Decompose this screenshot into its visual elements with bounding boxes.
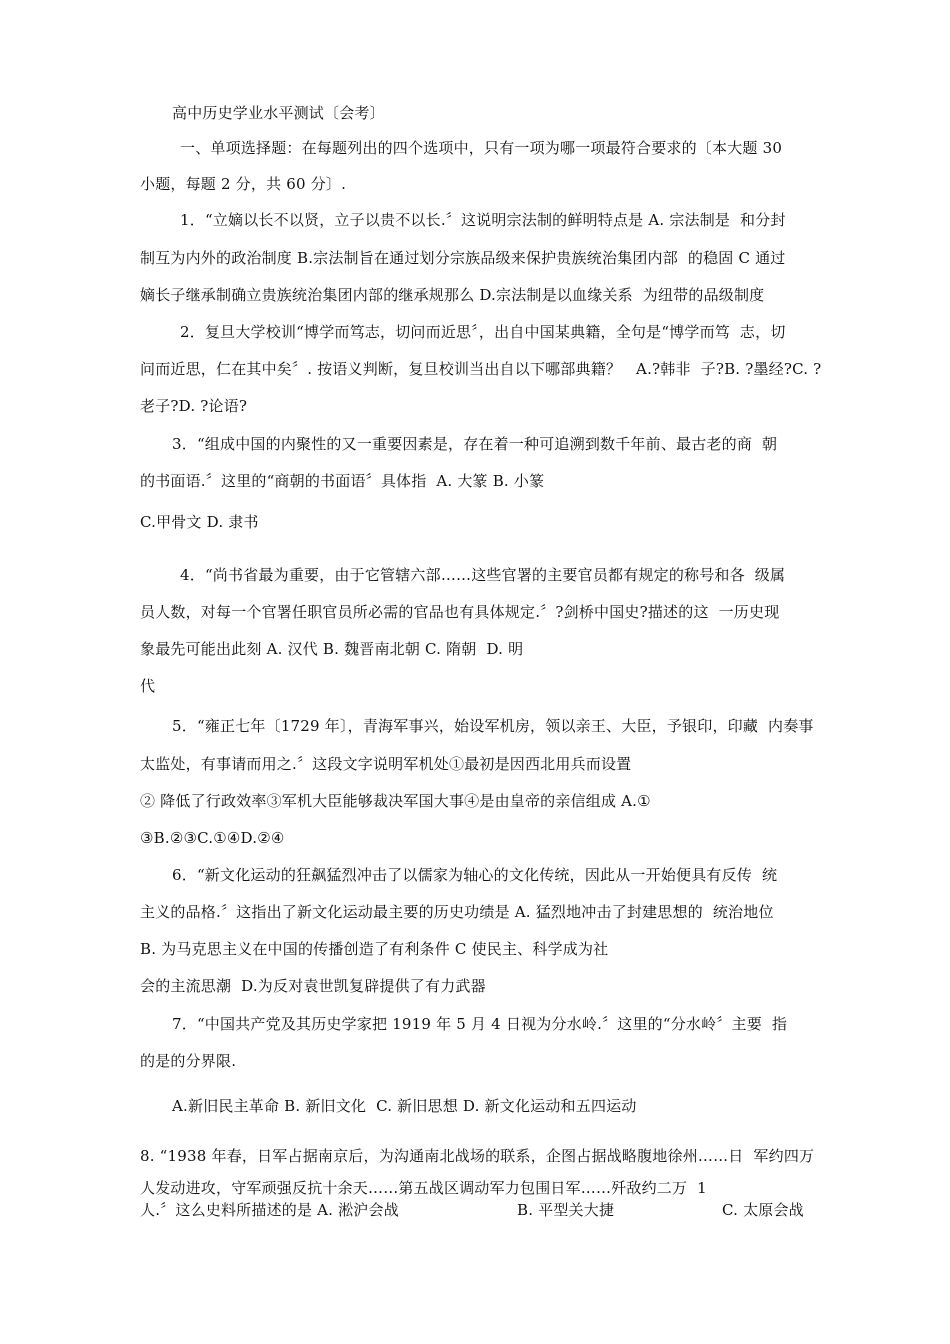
text-line: C.甲骨文 D. 隶书 [140, 513, 259, 531]
text-line: 代 [140, 677, 156, 695]
option-b: B. 平型关大捷 [517, 1201, 615, 1219]
text-line: 人发动进攻，守军顽强反抗十余天……第五战区调动军力包围日军……歼敌约二万 1 [140, 1179, 707, 1197]
text-line: 主义的品格.〞这指出了新文化运动最主要的历史功绩是 A. 猛烈地冲击了封建思想的 统治地位 [140, 903, 774, 921]
question-2: 2．复旦大学校训“博学而笃志，切问而近思〞，出自中国某典籍，全句是“博学而笃 志，切 [180, 323, 786, 341]
question-3: 3．“组成中国的内聚性的又一重要因素是，存在着一种可追溯到数千年前、最古老的商 朝 [172, 435, 778, 453]
text-line: 的书面语.〞这里的“商朝的书面语〞具体指 A. 大篆 B. 小篆 [140, 472, 545, 490]
text-line: B. 为马克思主义在中国的传播创造了有利条件 C 使民主、科学成为社 [140, 940, 609, 958]
question-4: 4．“尚书省最为重要，由于它管辖六部……这些官署的主要官员都有规定的称号和各 级属 [180, 566, 786, 584]
text-line: 的是的分界限. [140, 1052, 237, 1070]
text-line: 小题，每题 2 分，共 60 分〕. [140, 175, 347, 193]
text-line: ③B.②③C.①④D.②④ [140, 829, 285, 847]
text-line: 会的主流思潮 D.为反对袁世凯复辟提供了有力武器 [140, 977, 486, 995]
text-line: 员人数，对每一个官署任职官员所必需的官品也有具体规定.〞?剑桥中国史?描述的这 一历史现 [140, 603, 780, 621]
text-line: 制互为内外的政治制度 B.宗法制旨在通过划分宗族品级来保护贵族统治集团内部 的稳固 C 通过 [140, 249, 786, 267]
question-5: 5．“雍正七年〔1729 年〕，青海军事兴，始设军机房，领以亲王、大臣，予银印，印藏 内奏事 [172, 717, 814, 735]
text-line: 太监处，有事请而用之.〞这段文字说明军机处①最初是因西北用兵而设置 [140, 755, 632, 773]
question-1: 1．“立嫡以长不以贤，立子以贵不以长.〞这说明宗法制的鲜明特点是 A. 宗法制是 和分封 [180, 211, 786, 229]
option-c: C. 太原会战 [722, 1201, 804, 1219]
section-instructions: 一、单项选择题：在每题列出的四个选项中，只有一项为哪一项最符合要求的〔本大题 30 [180, 139, 783, 157]
text-line: ② 降低了行政效率③军机大臣能够裁决军国大事④是由皇帝的亲信组成 A.① [140, 792, 651, 810]
text-line: 人.〞这么史料所描述的是 A. 淞沪会战 [140, 1201, 399, 1219]
text-line: 嫡长子继承制确立贵族统治集团内部的继承规那么 D.宗法制是以血缘关系 为纽带的品级制度 [140, 286, 765, 304]
options-line: A.新旧民主革命 B. 新旧文化 C. 新旧思想 D. 新文化运动和五四运动 [172, 1097, 637, 1115]
doc-title: 高中历史学业水平测试〔会考〕 [172, 104, 385, 122]
text-line: 老子?D. ?论语? [140, 397, 248, 415]
question-6: 6．“新文化运动的狂飙猛烈冲击了以儒家为轴心的文化传统，因此从一开始便具有反传 统 [172, 866, 778, 884]
text-line: 问而近思，仁在其中矣〞. 按语义判断，复旦校训当出自以下哪部典籍？ A.?韩非 子?B. ?墨经?C. ? [140, 360, 822, 378]
text-line: 象最先可能出此刻 A. 汉代 B. 魏晋南北朝 C. 隋朝 D. 明 [140, 640, 524, 658]
question-7: 7．“中国共产党及其历史学家把 1919 年 5 月 4 日视为分水岭.〞这里的“分水岭〞主要 指 [172, 1015, 788, 1033]
question-8: 8. “1938 年春，日军占据南京后，为沟通南北战场的联系，企图占据战略腹地徐州……日 军约四万 [140, 1147, 815, 1165]
